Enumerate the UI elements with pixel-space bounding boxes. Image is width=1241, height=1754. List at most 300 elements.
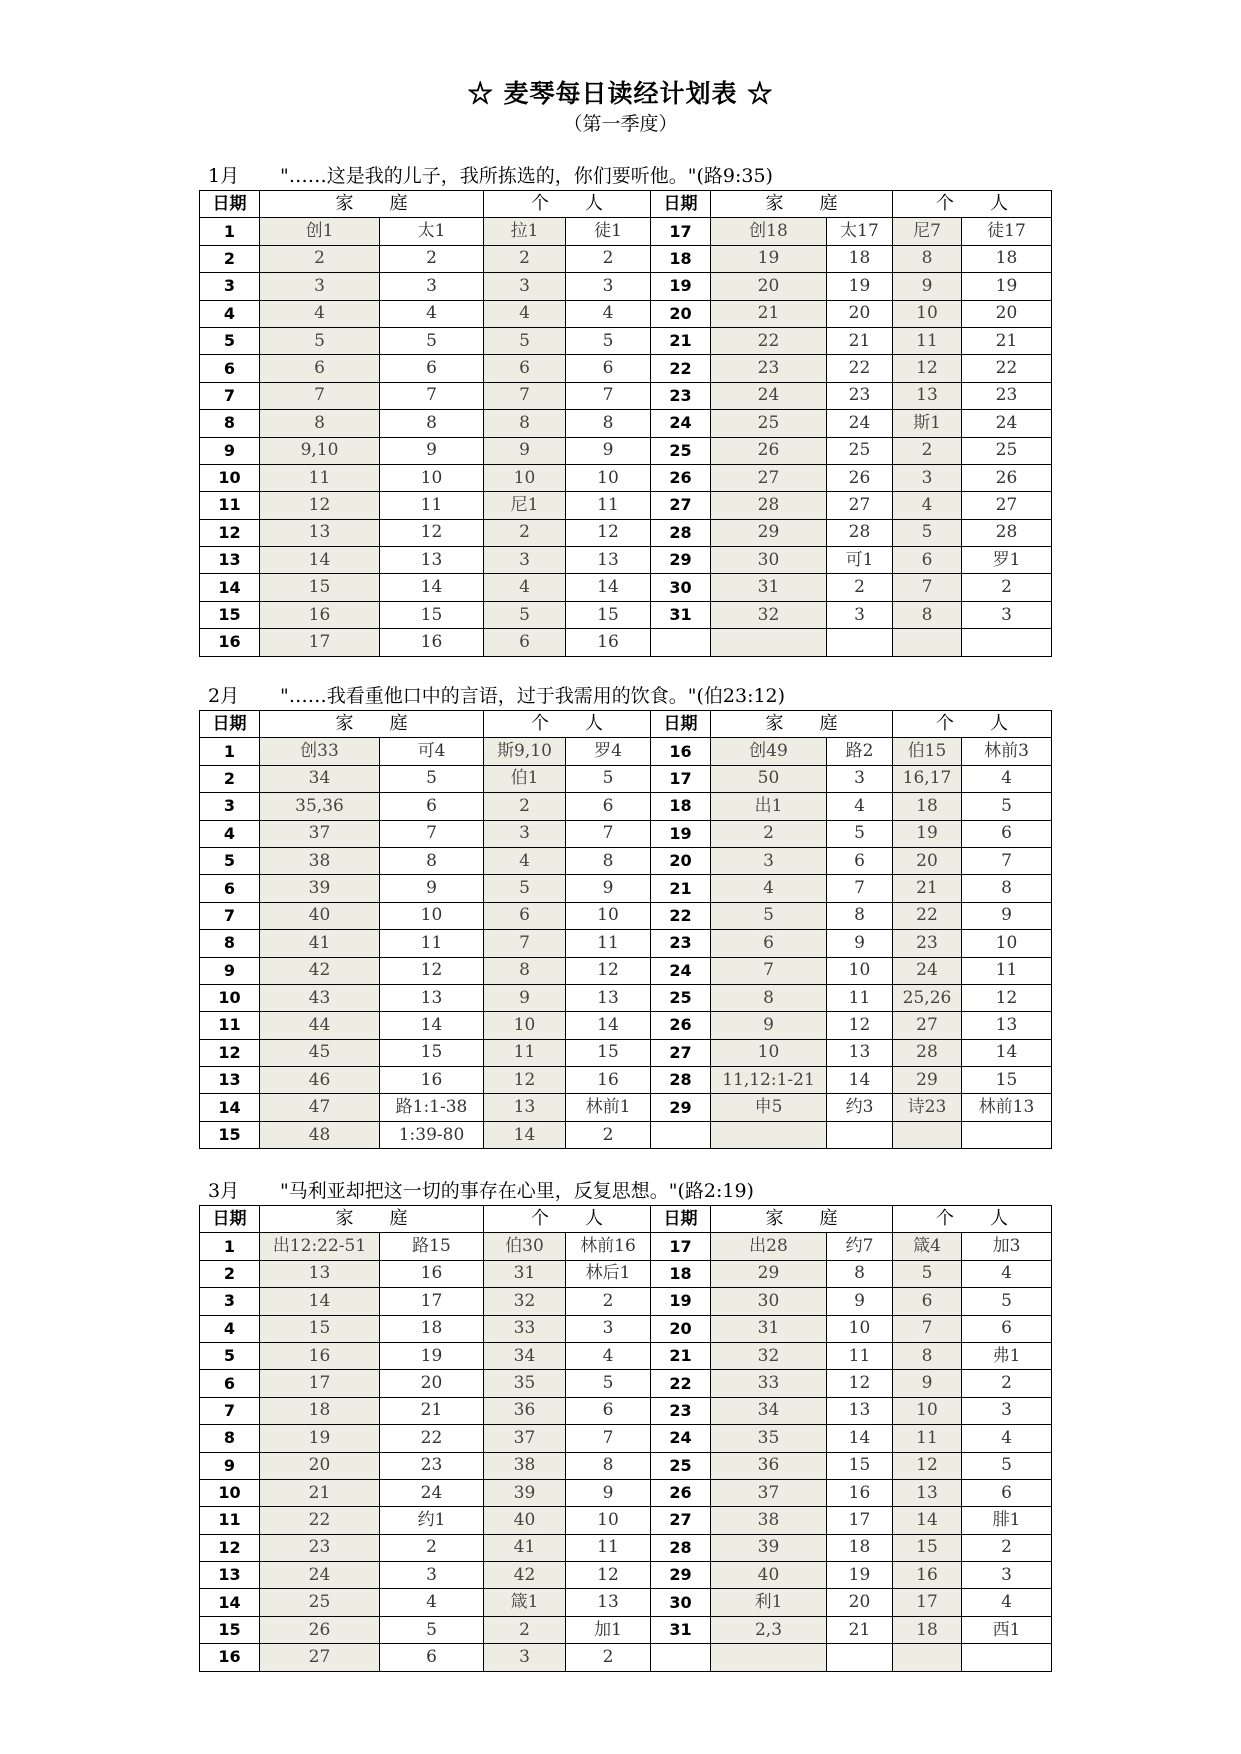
family-ot-cell: 4 — [260, 300, 380, 327]
table-row — [200, 984, 1052, 1011]
family-nt-cell: 21 — [827, 1616, 893, 1643]
family-nt-cell: 8 — [380, 410, 484, 437]
personal-nt-cell: 25 — [962, 437, 1052, 464]
table-row — [200, 1342, 1052, 1369]
personal-nt-cell: 5 — [566, 1370, 651, 1397]
family-ot-cell: 15 — [260, 574, 380, 601]
family-nt-cell — [827, 1121, 893, 1148]
family-ot-cell: 27 — [711, 464, 827, 491]
personal-nt-cell: 徒17 — [962, 218, 1052, 245]
personal-nt-cell: 林后1 — [566, 1260, 651, 1287]
family-nt-cell: 9 — [380, 437, 484, 464]
family-ot-cell: 2,3 — [711, 1616, 827, 1643]
family-nt-cell: 21 — [380, 1397, 484, 1424]
day-cell: 6 — [200, 1370, 260, 1397]
day-cell: 27 — [651, 492, 711, 519]
family-ot-cell: 创33 — [260, 738, 380, 765]
personal-ot-cell: 7 — [893, 1315, 962, 1342]
day-cell: 13 — [200, 1562, 260, 1589]
personal-ot-cell: 5 — [893, 519, 962, 546]
family-nt-cell: 22 — [827, 355, 893, 382]
header-date: 日期 — [200, 711, 260, 738]
day-cell: 31 — [651, 601, 711, 628]
day-cell: 26 — [651, 1012, 711, 1039]
table-row — [200, 437, 1052, 464]
personal-nt-cell — [962, 629, 1052, 656]
personal-nt-cell: 12 — [962, 984, 1052, 1011]
day-cell: 9 — [200, 957, 260, 984]
day-cell: 6 — [200, 875, 260, 902]
day-cell: 19 — [651, 1288, 711, 1315]
personal-ot-cell: 4 — [484, 847, 566, 874]
family-nt-cell: 18 — [827, 245, 893, 272]
family-nt-cell: 约7 — [827, 1233, 893, 1260]
table-row — [200, 738, 1052, 765]
day-cell: 17 — [651, 765, 711, 792]
family-ot-cell: 创1 — [260, 218, 380, 245]
personal-nt-cell: 3 — [962, 1562, 1052, 1589]
personal-nt-cell: 4 — [962, 1425, 1052, 1452]
personal-ot-cell: 10 — [484, 1012, 566, 1039]
day-cell: 14 — [200, 1589, 260, 1616]
table-row — [200, 464, 1052, 491]
table-row — [200, 1039, 1052, 1066]
table-row — [200, 957, 1052, 984]
family-ot-cell: 47 — [260, 1094, 380, 1121]
personal-nt-cell: 6 — [962, 1315, 1052, 1342]
personal-ot-cell: 11 — [484, 1039, 566, 1066]
personal-nt-cell: 15 — [566, 1039, 651, 1066]
day-cell: 2 — [200, 245, 260, 272]
personal-ot-cell: 22 — [893, 902, 962, 929]
table-header-row — [200, 191, 1052, 218]
family-nt-cell: 12 — [827, 1370, 893, 1397]
day-cell: 5 — [200, 1342, 260, 1369]
personal-ot-cell: 28 — [893, 1039, 962, 1066]
personal-nt-cell — [962, 1121, 1052, 1148]
header-date: 日期 — [200, 191, 260, 218]
personal-ot-cell: 14 — [893, 1507, 962, 1534]
personal-nt-cell: 14 — [566, 1012, 651, 1039]
family-nt-cell: 路2 — [827, 738, 893, 765]
personal-nt-cell: 16 — [566, 629, 651, 656]
personal-ot-cell: 2 — [484, 245, 566, 272]
family-nt-cell: 11 — [827, 984, 893, 1011]
personal-ot-cell: 10 — [484, 464, 566, 491]
header-personal: 个 人 — [484, 1206, 651, 1233]
month-label: 1月 — [208, 165, 240, 187]
day-cell: 21 — [651, 327, 711, 354]
day-cell: 5 — [200, 847, 260, 874]
family-nt-cell: 8 — [380, 847, 484, 874]
family-ot-cell: 16 — [260, 601, 380, 628]
family-nt-cell: 23 — [827, 382, 893, 409]
personal-nt-cell: 林前13 — [962, 1094, 1052, 1121]
table-row — [200, 1012, 1052, 1039]
table-row — [200, 1397, 1052, 1424]
family-ot-cell: 14 — [260, 547, 380, 574]
personal-nt-cell: 9 — [566, 437, 651, 464]
personal-nt-cell: 徒1 — [566, 218, 651, 245]
personal-nt-cell: 2 — [962, 1534, 1052, 1561]
personal-nt-cell: 7 — [566, 1425, 651, 1452]
personal-ot-cell: 29 — [893, 1067, 962, 1094]
family-ot-cell: 11,12:1-21 — [711, 1067, 827, 1094]
family-ot-cell: 40 — [260, 902, 380, 929]
family-nt-cell: 16 — [380, 1067, 484, 1094]
family-nt-cell: 太1 — [380, 218, 484, 245]
family-nt-cell: 15 — [380, 601, 484, 628]
personal-ot-cell: 9 — [893, 273, 962, 300]
header-date: 日期 — [200, 1206, 260, 1233]
day-cell: 7 — [200, 382, 260, 409]
personal-nt-cell: 11 — [566, 930, 651, 957]
personal-nt-cell: 8 — [566, 410, 651, 437]
family-ot-cell: 21 — [711, 300, 827, 327]
day-cell: 22 — [651, 355, 711, 382]
personal-nt-cell: 4 — [962, 765, 1052, 792]
table-row — [200, 1260, 1052, 1287]
family-nt-cell — [827, 629, 893, 656]
day-cell: 23 — [651, 1397, 711, 1424]
personal-nt-cell: 2 — [566, 245, 651, 272]
family-ot-cell: 8 — [711, 984, 827, 1011]
day-cell: 24 — [651, 957, 711, 984]
personal-ot-cell: 8 — [893, 601, 962, 628]
personal-nt-cell: 6 — [962, 1479, 1052, 1506]
personal-nt-cell: 19 — [962, 273, 1052, 300]
personal-nt-cell: 13 — [566, 1589, 651, 1616]
personal-nt-cell: 21 — [962, 327, 1052, 354]
family-nt-cell: 7 — [380, 820, 484, 847]
family-ot-cell: 2 — [711, 820, 827, 847]
table-row — [200, 1121, 1052, 1148]
page-title: ☆ 麦琴每日读经计划表 ☆ — [467, 79, 774, 108]
personal-ot-cell: 尼7 — [893, 218, 962, 245]
personal-ot-cell: 2 — [484, 1616, 566, 1643]
day-cell: 30 — [651, 1589, 711, 1616]
day-cell: 27 — [651, 1507, 711, 1534]
personal-nt-cell: 弗1 — [962, 1342, 1052, 1369]
day-cell: 27 — [651, 1039, 711, 1066]
table-row — [200, 1067, 1052, 1094]
family-ot-cell: 23 — [260, 1534, 380, 1561]
day-cell: 4 — [200, 820, 260, 847]
family-ot-cell: 36 — [711, 1452, 827, 1479]
family-ot-cell: 2 — [260, 245, 380, 272]
family-nt-cell: 28 — [827, 519, 893, 546]
family-nt-cell: 5 — [380, 765, 484, 792]
table-row — [200, 410, 1052, 437]
day-cell: 29 — [651, 1094, 711, 1121]
family-ot-cell: 20 — [260, 1452, 380, 1479]
day-cell — [651, 1644, 711, 1671]
personal-ot-cell: 41 — [484, 1534, 566, 1561]
day-cell: 12 — [200, 1534, 260, 1561]
table-row — [200, 1589, 1052, 1616]
table-row — [200, 930, 1052, 957]
family-nt-cell: 25 — [827, 437, 893, 464]
personal-ot-cell: 9 — [484, 984, 566, 1011]
family-ot-cell: 45 — [260, 1039, 380, 1066]
table-row — [200, 245, 1052, 272]
family-nt-cell: 11 — [380, 492, 484, 519]
personal-nt-cell: 6 — [566, 793, 651, 820]
family-ot-cell: 38 — [711, 1507, 827, 1534]
family-ot-cell: 34 — [711, 1397, 827, 1424]
personal-nt-cell: 6 — [962, 820, 1052, 847]
personal-ot-cell: 8 — [893, 245, 962, 272]
table-row — [200, 1315, 1052, 1342]
header-family: 家 庭 — [711, 711, 893, 738]
family-nt-cell: 5 — [380, 1616, 484, 1643]
personal-ot-cell: 5 — [893, 1260, 962, 1287]
family-ot-cell: 31 — [711, 1315, 827, 1342]
personal-nt-cell: 15 — [962, 1067, 1052, 1094]
personal-nt-cell: 10 — [566, 902, 651, 929]
personal-ot-cell: 箴1 — [484, 1589, 566, 1616]
table-row — [200, 847, 1052, 874]
family-ot-cell: 35 — [711, 1425, 827, 1452]
family-nt-cell: 6 — [827, 847, 893, 874]
table-row — [200, 1233, 1052, 1260]
personal-nt-cell: 8 — [566, 847, 651, 874]
family-ot-cell — [711, 1121, 827, 1148]
personal-ot-cell: 3 — [484, 1644, 566, 1671]
reading-table-february — [199, 710, 1052, 1149]
day-cell: 3 — [200, 793, 260, 820]
personal-nt-cell: 2 — [962, 1370, 1052, 1397]
personal-ot-cell: 10 — [893, 300, 962, 327]
personal-ot-cell: 13 — [893, 382, 962, 409]
table-row — [200, 218, 1052, 245]
family-nt-cell: 17 — [380, 1288, 484, 1315]
personal-nt-cell: 13 — [566, 984, 651, 1011]
personal-ot-cell: 34 — [484, 1342, 566, 1369]
family-nt-cell: 22 — [380, 1425, 484, 1452]
personal-nt-cell: 林前1 — [566, 1094, 651, 1121]
day-cell: 20 — [651, 847, 711, 874]
family-nt-cell: 4 — [380, 1589, 484, 1616]
personal-ot-cell: 16 — [893, 1562, 962, 1589]
family-ot-cell: 17 — [260, 629, 380, 656]
personal-ot-cell — [893, 1121, 962, 1148]
personal-ot-cell: 20 — [893, 847, 962, 874]
personal-nt-cell: 3 — [962, 1397, 1052, 1424]
day-cell: 1 — [200, 218, 260, 245]
personal-ot-cell: 6 — [893, 1288, 962, 1315]
personal-ot-cell: 5 — [484, 327, 566, 354]
family-ot-cell: 出12:22-51 — [260, 1233, 380, 1260]
personal-nt-cell: 5 — [962, 793, 1052, 820]
personal-nt-cell: 11 — [566, 492, 651, 519]
personal-ot-cell: 13 — [484, 1094, 566, 1121]
personal-ot-cell: 伯1 — [484, 765, 566, 792]
family-nt-cell: 可4 — [380, 738, 484, 765]
family-nt-cell: 13 — [380, 984, 484, 1011]
family-ot-cell: 24 — [260, 1562, 380, 1589]
personal-ot-cell: 32 — [484, 1288, 566, 1315]
family-ot-cell: 26 — [260, 1616, 380, 1643]
personal-nt-cell: 3 — [566, 273, 651, 300]
family-nt-cell: 14 — [380, 574, 484, 601]
family-nt-cell: 5 — [827, 820, 893, 847]
personal-ot-cell: 19 — [893, 820, 962, 847]
personal-nt-cell: 12 — [566, 1562, 651, 1589]
day-cell: 15 — [200, 1121, 260, 1148]
month-heading-1 — [208, 161, 1068, 189]
day-cell: 12 — [200, 1039, 260, 1066]
personal-nt-cell: 4 — [566, 300, 651, 327]
family-ot-cell: 20 — [711, 273, 827, 300]
personal-nt-cell: 2 — [962, 574, 1052, 601]
personal-ot-cell: 斯1 — [893, 410, 962, 437]
family-nt-cell: 3 — [827, 601, 893, 628]
family-ot-cell: 39 — [711, 1534, 827, 1561]
personal-nt-cell: 12 — [566, 519, 651, 546]
personal-ot-cell: 伯15 — [893, 738, 962, 765]
family-ot-cell: 43 — [260, 984, 380, 1011]
personal-ot-cell: 16,17 — [893, 765, 962, 792]
table-row — [200, 547, 1052, 574]
personal-ot-cell: 10 — [893, 1397, 962, 1424]
personal-nt-cell: 9 — [566, 875, 651, 902]
family-ot-cell: 34 — [260, 765, 380, 792]
header-personal: 个 人 — [893, 711, 1052, 738]
day-cell: 10 — [200, 984, 260, 1011]
family-ot-cell: 申5 — [711, 1094, 827, 1121]
day-cell: 13 — [200, 547, 260, 574]
day-cell: 7 — [200, 1397, 260, 1424]
day-cell: 21 — [651, 1342, 711, 1369]
personal-nt-cell: 5 — [962, 1288, 1052, 1315]
family-nt-cell: 17 — [827, 1507, 893, 1534]
day-cell: 21 — [651, 875, 711, 902]
day-cell: 28 — [651, 519, 711, 546]
personal-nt-cell: 6 — [566, 1397, 651, 1424]
personal-ot-cell: 13 — [893, 1479, 962, 1506]
family-ot-cell: 出28 — [711, 1233, 827, 1260]
family-nt-cell: 6 — [380, 1644, 484, 1671]
family-nt-cell: 24 — [380, 1479, 484, 1506]
personal-ot-cell: 伯30 — [484, 1233, 566, 1260]
personal-nt-cell: 4 — [962, 1589, 1052, 1616]
header-personal: 个 人 — [484, 711, 651, 738]
personal-ot-cell: 3 — [484, 547, 566, 574]
personal-nt-cell: 9 — [962, 902, 1052, 929]
family-nt-cell: 27 — [827, 492, 893, 519]
family-nt-cell: 约3 — [827, 1094, 893, 1121]
table-row — [200, 327, 1052, 354]
family-ot-cell: 5 — [711, 902, 827, 929]
day-cell: 3 — [200, 273, 260, 300]
day-cell: 1 — [200, 738, 260, 765]
personal-nt-cell: 23 — [962, 382, 1052, 409]
personal-nt-cell: 15 — [566, 601, 651, 628]
family-ot-cell: 19 — [711, 245, 827, 272]
family-ot-cell: 出1 — [711, 793, 827, 820]
personal-ot-cell: 12 — [893, 355, 962, 382]
family-ot-cell: 50 — [711, 765, 827, 792]
personal-ot-cell: 18 — [893, 793, 962, 820]
personal-ot-cell: 24 — [893, 957, 962, 984]
personal-ot-cell: 6 — [484, 902, 566, 929]
family-ot-cell: 31 — [711, 574, 827, 601]
family-nt-cell: 3 — [380, 273, 484, 300]
family-nt-cell: 9 — [827, 930, 893, 957]
header-personal: 个 人 — [893, 191, 1052, 218]
table-row — [200, 820, 1052, 847]
table-row — [200, 492, 1052, 519]
personal-nt-cell: 5 — [566, 327, 651, 354]
day-cell: 26 — [651, 464, 711, 491]
personal-ot-cell: 35 — [484, 1370, 566, 1397]
month-heading-2 — [208, 681, 1068, 709]
family-nt-cell: 16 — [380, 1260, 484, 1287]
day-cell: 23 — [651, 382, 711, 409]
personal-nt-cell: 2 — [566, 1288, 651, 1315]
family-nt-cell — [827, 1644, 893, 1671]
family-ot-cell: 39 — [260, 875, 380, 902]
family-nt-cell: 18 — [827, 1534, 893, 1561]
family-nt-cell: 15 — [380, 1039, 484, 1066]
table-row — [200, 629, 1052, 656]
family-ot-cell: 30 — [711, 1288, 827, 1315]
day-cell — [651, 629, 711, 656]
family-ot-cell: 3 — [260, 273, 380, 300]
family-ot-cell: 21 — [260, 1479, 380, 1506]
table-row — [200, 793, 1052, 820]
day-cell: 8 — [200, 930, 260, 957]
family-nt-cell: 11 — [380, 930, 484, 957]
table-row — [200, 1452, 1052, 1479]
personal-nt-cell: 4 — [962, 1260, 1052, 1287]
day-cell: 16 — [651, 738, 711, 765]
personal-nt-cell: 27 — [962, 492, 1052, 519]
personal-ot-cell: 3 — [484, 820, 566, 847]
family-nt-cell: 4 — [380, 300, 484, 327]
family-nt-cell: 10 — [827, 957, 893, 984]
day-cell: 19 — [651, 273, 711, 300]
day-cell: 2 — [200, 1260, 260, 1287]
page-subtitle: （第一季度） — [563, 113, 678, 135]
family-ot-cell: 28 — [711, 492, 827, 519]
day-cell: 13 — [200, 1067, 260, 1094]
personal-nt-cell: 10 — [566, 1507, 651, 1534]
day-cell: 3 — [200, 1288, 260, 1315]
header-family: 家 庭 — [711, 1206, 893, 1233]
day-cell: 1 — [200, 1233, 260, 1260]
day-cell: 20 — [651, 1315, 711, 1342]
day-cell: 25 — [651, 984, 711, 1011]
personal-nt-cell: 11 — [962, 957, 1052, 984]
personal-ot-cell: 8 — [484, 410, 566, 437]
table-row — [200, 875, 1052, 902]
family-ot-cell: 9,10 — [260, 437, 380, 464]
day-cell: 16 — [200, 1644, 260, 1671]
table-row — [200, 601, 1052, 628]
family-nt-cell: 26 — [827, 464, 893, 491]
personal-ot-cell: 诗23 — [893, 1094, 962, 1121]
family-ot-cell: 37 — [260, 820, 380, 847]
personal-nt-cell: 5 — [962, 1452, 1052, 1479]
day-cell: 4 — [200, 1315, 260, 1342]
family-nt-cell: 9 — [380, 875, 484, 902]
day-cell: 2 — [200, 765, 260, 792]
day-cell: 12 — [200, 519, 260, 546]
personal-nt-cell: 林前3 — [962, 738, 1052, 765]
family-nt-cell: 13 — [827, 1039, 893, 1066]
